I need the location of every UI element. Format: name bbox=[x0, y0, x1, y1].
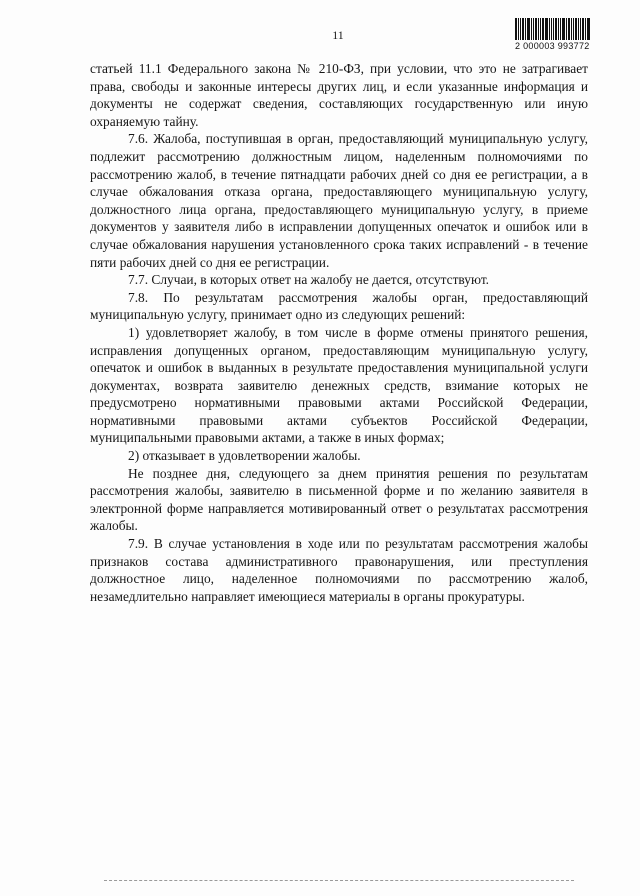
paragraph-7-8-response: Не позднее дня, следующего за днем принятия решения по результатам рассмотрения жалобы, заявителю в письменной форме и по желанию заявителя в электронной форме направляется мотивированный ответ о результатах рассмотрения жалобы. bbox=[90, 465, 588, 534]
paragraph-7-8-item-2: 2) отказывает в удовлетворении жалобы. bbox=[128, 448, 361, 464]
paragraph-7-6: 7.6. Жалоба, поступившая в орган, предоставляющий муниципальную услугу, подлежит рассмотрению должностным лицом, наделенным полномочиями по рассмотрению жалоб, в течение пятнадцати рабочих дней со дня ее регистрации, а в случае обжалования отказа органа, предоставляющего муниципальную услугу, должностного лица органа, предоставляющего муниципальную услугу, в приеме документов у заявителя либо в исправлении допущенных опечаток и ошибок или в случае обжалования нарушения установленного срока таких исправлений - в течение пяти рабочих дней со дня ее регистрации. bbox=[90, 131, 588, 270]
barcode bbox=[515, 18, 591, 52]
paragraph-7-8-item-1: 1) удовлетворяет жалобу, в том числе в форме отмены принятого решения, исправления допущенных органом, предоставляющим муниципальную услугу, опечаток и ошибок в выданных в результате предоставления муниципальной услуги документах, возврата заявителю денежных средств, взимание которых не предусмотрено нормативными правовыми актами Российской Федерации, нормативными правовыми актами субъектов Российской Федерации, муниципальными правовыми актами, а также в иных формах; bbox=[90, 324, 588, 446]
scan-bottom-line bbox=[104, 880, 574, 881]
paragraph-continuation: статьей 11.1 Федерального закона № 210-ФЗ, при условии, что это не затрагивает права, свободы и законные интересы других лиц, и если указанные информация и документы не содержат сведения, составляющих государственную или иную охраняемую тайну. bbox=[90, 61, 588, 129]
paragraph-7-7: 7.7. Случаи, в которых ответ на жалобу не дается, отсутствуют. bbox=[128, 272, 490, 288]
page-number: 11 bbox=[332, 28, 344, 42]
paragraph-7-9: 7.9. В случае установления в ходе или по результатам рассмотрения жалобы признаков состава административного правонарушения, или преступления должностное лицо, наделенное полномочиями по рассмотрению жалоб, незамедлительно направляет имеющиеся материалы в органы прокуратуры. bbox=[90, 536, 588, 604]
barcode-icon bbox=[515, 18, 591, 40]
paragraph-7-8: 7.8. По результатам рассмотрения жалобы орган, предоставляющий муниципальную услугу, принимает одно из следующих решений: bbox=[90, 289, 588, 323]
document-body bbox=[90, 60, 588, 605]
barcode-number: 2 000003 993772 bbox=[515, 41, 590, 51]
